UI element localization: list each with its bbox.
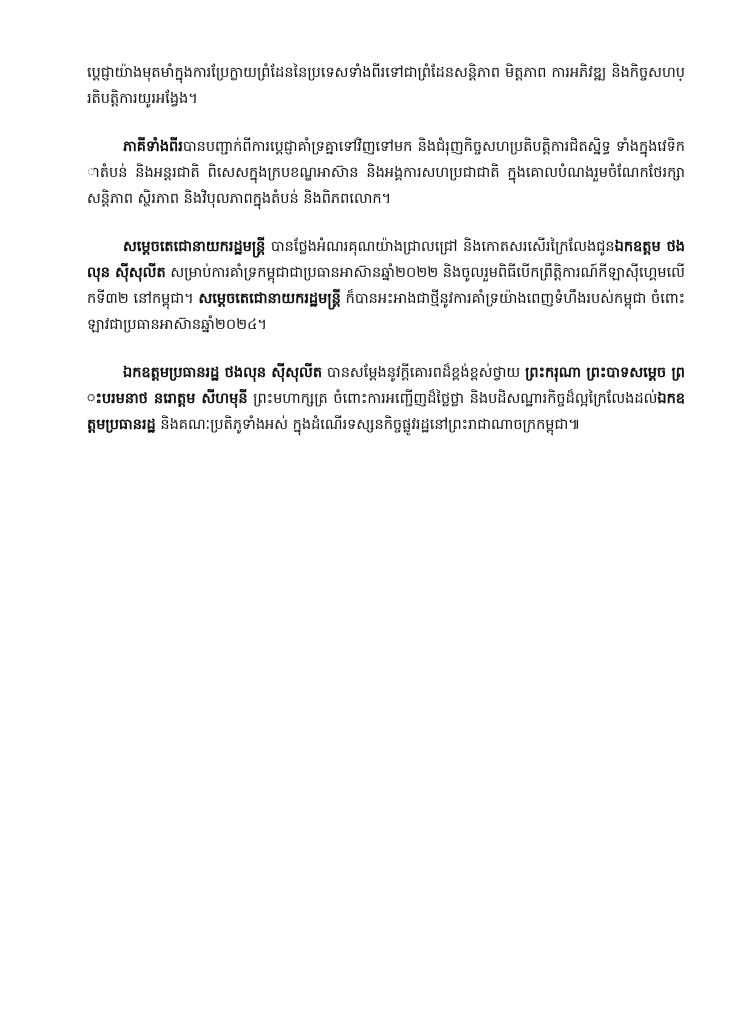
paragraph-honorific-name: ឯកឧត្តម ថងលុន ស៊ីសុលីត [87,239,685,281]
paragraph-honorific-name: ឯកឧត្តមប្រធានរដ្ឋ [87,391,685,433]
paragraph-subject: សម្ដេចតេជោនាយករដ្ឋមន្ត្រី [123,239,266,255]
paragraph-text: ព្រះមហាក្សត្រ ចំពោះការអញ្ជើញដ៏ថ្លៃថ្លា និងបដិសណ្ឋារកិច្ចដ៏ល្អក្រៃលែងដល់ [247,391,658,407]
paragraph-president-gratitude [87,360,685,438]
document-body [87,60,685,460]
paragraph-text: បានថ្លែងអំណរគុណយ៉ាងជ្រាលជ្រៅ និងកោតសរសើរក្រៃលែងជូន [265,239,615,255]
paragraph-text: និងគណៈប្រតិភូទាំងអស់ ក្នុងដំណើរទស្សនកិច្ចផ្លូវរដ្ឋនៅព្រះរាជាណាចក្រកម្ពុជា៕ [155,417,581,433]
paragraph-honorific-name: ព្រះករុណា ព្រះបាទសម្ដេច ព្រះបរមនាថ នរោត្តម សីហមុនី [87,365,685,407]
paragraph-prime-minister-thanks [87,234,685,338]
paragraph-mutual-support [87,134,685,212]
paragraph-text: ប្ដេជ្ញាយ៉ាងមុតមាំក្នុងការប្រែក្លាយព្រំដែននៃប្រទេសទាំងពីរទៅជាព្រំដែនសន្តិភាព មិត្តភាព ការអភិវឌ្ឍ និងកិច្ចសហប្រតិបត្តិការយូរអង្វែង។ [87,65,685,107]
paragraph-text: ក៏បានអះអាងជាថ្មីនូវការគាំទ្រយ៉ាងពេញទំហឹងរបស់កម្ពុជា ចំពោះឡាវជាប្រធានអាស៊ានឆ្នាំ២០២៤។ [87,291,686,333]
paragraph-commitment-continuation [87,60,685,112]
paragraph-text: បានបញ្ជាក់ពីការប្ដេជ្ញាគាំទ្រគ្នាទៅវិញទៅមក និងជំរុញកិច្ចសហប្រតិបត្តិការជិតស្និទ្ធ ទាំងក្នុងវេទិកាតំបន់ និងអន្តរជាតិ ពិសេសក្នុងក្របខណ្ឌអាស៊ាន និងអង្គការសហប្រជាជាតិ ក្នុងគោលបំណងរួមចំណែកថែរក្សាសន្តិភាព ស្ថិរភាព និងវិបុលភាពក្នុងតំបន់ និងពិភពលោក។ [87,139,685,207]
paragraph-text: បានសម្ដែងនូវក្ដីគោរពដ៏ខ្ពង់ខ្ពស់ថ្វាយ [322,365,526,381]
paragraph-subject: សម្ដេចតេជោនាយករដ្ឋមន្ត្រី [198,291,341,307]
paragraph-subject: ភាគីទាំងពីរ [123,139,183,155]
paragraph-subject: ឯកឧត្តមប្រធានរដ្ឋ ថងលុន ស៊ីសុលីត [123,365,323,381]
paragraph-text: សម្រាប់ការគាំទ្រកម្ពុជាជាប្រធានអាស៊ានឆ្នាំ២០២២ និងចូលរួមពិធីបើកព្រឹត្តិការណ៍កីឡាស៊ីហ្គេមលើកទី៣២ នៅកម្ពុជា។ [87,265,685,307]
